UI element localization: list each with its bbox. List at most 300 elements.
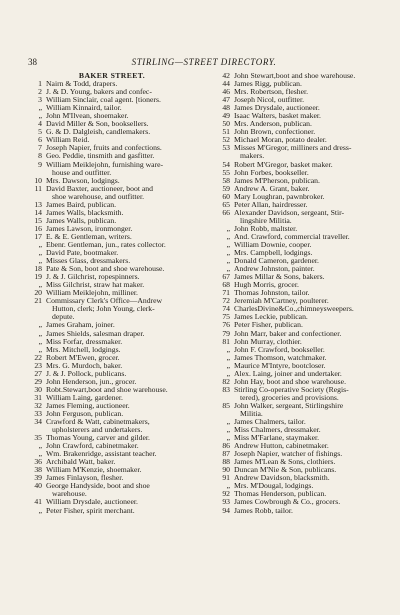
entry-number: „ — [226, 232, 230, 241]
entry-number: 72 — [222, 297, 230, 306]
directory-entry — [212, 177, 384, 185]
directory-entry — [212, 338, 384, 346]
entry-number: 33 — [34, 409, 42, 418]
entry-number: 2 — [38, 88, 42, 97]
directory-entry — [24, 474, 200, 482]
entry-text: Andrew Davidson, blacksmith. — [234, 474, 330, 483]
entry-text: James Shields, salesman draper. — [46, 329, 145, 338]
directory-entry — [24, 104, 200, 112]
entry-text: David Baxter, auctioneer, boot and — [46, 184, 153, 193]
entry-text: Alex. Laing, joiner and undertaker. — [234, 369, 342, 378]
entry-number: 19 — [34, 273, 42, 282]
directory-entry — [24, 161, 200, 169]
entry-number: 86 — [222, 442, 230, 451]
entry-number: 40 — [34, 482, 42, 491]
directory-entry — [24, 386, 200, 394]
entry-text: Archibald Watt, baker. — [46, 458, 116, 467]
entry-number: 9 — [38, 160, 42, 169]
entry-number: 5 — [38, 128, 42, 137]
entry-number: „ — [38, 345, 42, 354]
directory-entry — [24, 354, 200, 362]
directory-entry — [24, 241, 200, 249]
entry-text: John Robb, maltster. — [234, 224, 298, 233]
entry-number: 10 — [34, 176, 42, 185]
entry-number: 15 — [34, 216, 42, 225]
entry-text: Misses M'Gregor, milliners and dress- — [234, 144, 352, 153]
directory-entry — [24, 281, 200, 289]
entry-number: 14 — [34, 208, 42, 217]
entry-number: 42 — [222, 72, 230, 80]
directory-entry — [24, 249, 200, 257]
entry-number: „ — [38, 240, 42, 249]
directory-entry — [212, 346, 384, 354]
entry-text: William Meiklejohn, furnishing ware- — [46, 160, 164, 169]
directory-entry — [212, 225, 384, 233]
entry-text: Mary Loughran, pawnbroker. — [234, 192, 325, 201]
directory-entry — [24, 394, 200, 402]
directory-entry — [24, 370, 200, 378]
entry-text: James Thomson, watchmaker. — [234, 353, 327, 362]
entry-number: „ — [226, 249, 230, 258]
entry-text: Peter Fisher, publican. — [234, 321, 303, 330]
directory-entry — [212, 185, 384, 193]
entry-number: „ — [38, 112, 42, 121]
directory-entry — [24, 257, 200, 265]
entry-text: James Cowbrough & Co., grocers. — [234, 498, 341, 507]
entry-text: upholsterers and undertakers. — [52, 426, 143, 435]
directory-entry — [24, 209, 200, 217]
entry-number: 58 — [222, 176, 230, 185]
directory-entry — [24, 321, 200, 329]
entry-text: David Miller & Son, booksellers. — [46, 120, 149, 129]
entry-number: 93 — [222, 498, 230, 507]
directory-entry — [24, 152, 200, 160]
directory-entry — [212, 72, 384, 80]
entry-number: 4 — [38, 120, 42, 129]
directory-entry — [212, 104, 384, 112]
directory-entry — [24, 466, 200, 474]
entry-number: „ — [226, 265, 230, 274]
directory-entry — [212, 482, 384, 490]
entry-number: 41 — [34, 498, 42, 507]
entry-text: James Drysdale, auctioneer. — [234, 104, 320, 113]
entry-text: John Walker, sergeant, Stirlingshire — [234, 401, 344, 410]
entry-number: 81 — [222, 337, 230, 346]
entry-number: 7 — [38, 144, 42, 153]
running-title: STIRLING—STREET DIRECTORY. — [131, 57, 277, 67]
directory-entry — [24, 144, 200, 152]
directory-entry — [24, 289, 200, 297]
directory-entry — [212, 458, 384, 466]
entry-number: 83 — [222, 385, 230, 394]
entry-text: James Graham, joiner. — [46, 321, 115, 330]
directory-entry — [24, 88, 200, 96]
directory-entry — [24, 410, 200, 418]
entry-number: 32 — [34, 401, 42, 410]
directory-entry — [24, 338, 200, 346]
entry-text: Robt.Stewart,boot and shoe warehouse. — [46, 385, 168, 394]
entry-text: Thomas Young, carver and gilder. — [46, 434, 150, 443]
entry-text: Peter Allan, hairdresser. — [234, 200, 308, 209]
directory-entry — [24, 185, 200, 193]
directory-entry — [24, 418, 200, 426]
directory-entry — [212, 88, 384, 96]
entry-number: 1 — [38, 80, 42, 89]
directory-entry — [212, 257, 384, 265]
page-header — [28, 56, 380, 68]
directory-entry — [212, 386, 384, 394]
directory-entry — [24, 96, 200, 104]
entry-text: John Brown, confectioner. — [234, 128, 316, 137]
entry-number: 17 — [34, 232, 42, 241]
entry-text: Miss Gilchrist, straw hat maker. — [46, 281, 145, 290]
entry-text: Mrs. Campbell, lodgings. — [234, 249, 313, 258]
entry-text: John Murray, clothier. — [234, 337, 302, 346]
entry-text: J. & J. Pollock, publicans. — [46, 369, 127, 378]
entry-number: 22 — [34, 353, 42, 362]
entry-number: 36 — [34, 458, 42, 467]
entry-text: Geo. Peddie, tinsmith and gasfitter. — [46, 152, 155, 161]
entry-number: „ — [226, 426, 230, 435]
entry-text: James Walls, blacksmith. — [46, 208, 124, 217]
directory-entry — [212, 136, 384, 144]
entry-number: 74 — [222, 305, 230, 314]
entry-number: 50 — [222, 120, 230, 129]
entry-number: „ — [226, 418, 230, 427]
entry-number: 11 — [34, 184, 42, 193]
directory-entry — [24, 225, 200, 233]
entry-text: Miss M'Farlane, staymaker. — [234, 434, 320, 443]
entry-text: William Meiklejohn, milliner. — [46, 289, 138, 298]
entry-text: Robert M'Gregor, basket maker. — [234, 160, 333, 169]
directory-entry — [212, 354, 384, 362]
entry-text: Mrs. Anderson, publican. — [234, 120, 312, 129]
directory-entry — [212, 394, 384, 402]
entry-number: 13 — [34, 200, 42, 209]
entry-text: James M'Lean & Sons, clothiers. — [234, 458, 336, 467]
entry-text: G. & D. Dalgleish, candlemakers. — [46, 128, 151, 137]
entry-text: shoe warehouse, and outfitter. — [52, 192, 145, 201]
directory-entry — [212, 193, 384, 201]
entry-text: warehouse. — [52, 490, 87, 499]
entry-text: Hutton, clerk; John Young, clerk- — [52, 305, 155, 314]
street-heading: BAKER STREET. — [78, 71, 146, 80]
directory-entry — [212, 297, 384, 305]
entry-text: James Rigg, publican. — [234, 80, 302, 89]
entry-text: William Drysdale, auctioneer. — [46, 498, 138, 507]
entry-text: house and outfitter. — [52, 168, 112, 177]
directory-entry — [212, 112, 384, 120]
directory-entry — [24, 498, 200, 506]
directory-entry — [212, 362, 384, 370]
entry-text: J. & D. Young, bakers and confec- — [46, 88, 152, 97]
entry-number: 79 — [222, 329, 230, 338]
entry-number: „ — [226, 257, 230, 266]
directory-entry — [212, 265, 384, 273]
page-number: 38 — [28, 57, 37, 67]
directory-entry — [24, 450, 200, 458]
entry-text: Joseph Napier, fruits and confections. — [46, 144, 162, 153]
entry-text: Pate & Son, boot and shoe warehouse. — [46, 265, 165, 274]
entry-text: Thomas Johnston, tailor. — [234, 289, 310, 298]
entry-text: James Walls, publican. — [46, 216, 117, 225]
entry-text: William Reid. — [46, 136, 90, 145]
entry-text: Robert M'Ewen, grocer. — [46, 353, 120, 362]
directory-entry — [24, 233, 200, 241]
entry-number: „ — [226, 240, 230, 249]
directory-entry — [212, 281, 384, 289]
left-column — [24, 72, 200, 515]
directory-entry — [212, 498, 384, 506]
entry-number: „ — [226, 369, 230, 378]
entry-text: Isaac Walters, basket maker. — [234, 112, 321, 121]
entry-text: lingshire Militia. — [240, 216, 292, 225]
directory-entry — [24, 177, 200, 185]
directory-entry — [24, 434, 200, 442]
entry-number: „ — [38, 450, 42, 459]
entry-number: 92 — [222, 490, 230, 499]
entry-text: makers. — [240, 152, 265, 161]
directory-entry — [212, 321, 384, 329]
entry-number: 39 — [34, 474, 42, 483]
directory-entry — [212, 144, 384, 152]
directory-entry — [24, 378, 200, 386]
entry-number: 75 — [222, 313, 230, 322]
entry-number: 3 — [38, 96, 42, 105]
entry-text: James Fleming, auctioneer. — [46, 401, 130, 410]
entry-number: „ — [226, 434, 230, 443]
entry-text: Mrs. Robertson, flesher. — [234, 88, 309, 97]
directory-entry — [212, 249, 384, 257]
directory-entry — [24, 80, 200, 88]
entry-text: Crawford & Watt, cabinetmakers, — [46, 418, 150, 427]
entry-text: E. & E. Gentleman, writers. — [46, 232, 132, 241]
directory-entry — [212, 152, 384, 160]
directory-entry — [24, 265, 200, 273]
entry-text: James M'Pherson, publican. — [234, 176, 320, 185]
entry-text: Peter Fisher, spirit merchant. — [46, 506, 135, 515]
directory-entry — [24, 346, 200, 354]
entry-text: John Crawford, cabinetmaker. — [46, 442, 139, 451]
entry-number: 31 — [34, 393, 42, 402]
entry-text: Duncan M'Nie & Son, publicans. — [234, 466, 337, 475]
entry-text: William Kinnaird, tailor. — [46, 104, 122, 113]
directory-entry — [212, 217, 384, 225]
directory-entry — [212, 161, 384, 169]
entry-number: 6 — [38, 136, 42, 145]
entry-number: 76 — [222, 321, 230, 330]
entry-number: „ — [38, 249, 42, 258]
entry-number: „ — [226, 353, 230, 362]
entry-number: 94 — [222, 506, 230, 515]
entry-number: 51 — [222, 128, 230, 137]
entry-text: John M'Ilvean, shoemaker. — [46, 112, 129, 121]
entry-number: 67 — [222, 273, 230, 282]
entry-text: Donald Cameron, gardener. — [234, 257, 319, 266]
entry-number: 82 — [222, 377, 230, 386]
entry-text: Jeremiah M'Cartney, poulterer. — [234, 297, 329, 306]
directory-entry — [24, 482, 200, 490]
directory-entry — [24, 217, 200, 225]
entry-number: 48 — [222, 104, 230, 113]
entry-text: depute. — [52, 313, 75, 322]
directory-entry — [212, 128, 384, 136]
directory-entry — [24, 169, 200, 177]
entry-text: Nairn & Todd, drapers. — [46, 80, 118, 89]
entry-number: „ — [226, 482, 230, 491]
entry-text: James Robb, tailor. — [234, 506, 293, 515]
entry-text: tered), groceries and provisions. — [240, 393, 339, 402]
entry-text: Stirling Co-operative Society (Regis- — [234, 385, 349, 394]
directory-entry — [212, 410, 384, 418]
directory-entry — [24, 362, 200, 370]
entry-text: And. Crawford, commercial traveller. — [234, 232, 350, 241]
entry-text: William Laing, gardener. — [46, 393, 123, 402]
entry-text: John F. Crawford, bookseller. — [234, 345, 325, 354]
directory-entry — [212, 241, 384, 249]
entry-text: James Baird, publican. — [46, 200, 117, 209]
entry-text: Maurice M'Intyre, bootcloser. — [234, 361, 326, 370]
entry-text: CharlesDivine&Co.,chimneysweepers. — [234, 305, 354, 314]
directory-entry — [212, 169, 384, 177]
entry-number: „ — [38, 329, 42, 338]
entry-number: 47 — [222, 96, 230, 105]
directory-entry — [212, 466, 384, 474]
directory-entry — [212, 289, 384, 297]
entry-text: Hugh Morris, grocer. — [234, 281, 299, 290]
directory-entry — [24, 193, 200, 201]
entry-number: 65 — [222, 200, 230, 209]
directory-entry — [24, 490, 200, 498]
entry-text: Mrs. G. Murdoch, baker. — [46, 361, 123, 370]
directory-entry — [212, 507, 384, 515]
directory-entry — [212, 273, 384, 281]
entry-number: 16 — [34, 224, 42, 233]
directory-entry — [24, 112, 200, 120]
entry-number: „ — [38, 321, 42, 330]
directory-entry — [212, 201, 384, 209]
entry-text: William Sinclair, coal agent. [tioners. — [46, 96, 161, 105]
directory-entry — [212, 450, 384, 458]
entry-text: John Forbes, bookseller. — [234, 168, 309, 177]
entry-number: 38 — [34, 466, 42, 475]
entry-number: „ — [38, 506, 42, 515]
entry-text: John Henderson, jun., grocer. — [46, 377, 137, 386]
entry-number: 54 — [222, 160, 230, 169]
entry-number: 71 — [222, 289, 230, 298]
entry-text: William M'Kenzie, shoemaker. — [46, 466, 142, 475]
entry-number: 90 — [222, 466, 230, 475]
entry-number: 60 — [222, 192, 230, 201]
entry-number: „ — [38, 281, 42, 290]
entry-text: Alexander Davidson, sergeant, Stir- — [234, 208, 345, 217]
entry-text: Mrs. Dawson, lodgings. — [46, 176, 120, 185]
entry-number: „ — [38, 104, 42, 113]
entry-number: 44 — [222, 80, 230, 89]
entry-number: 87 — [222, 450, 230, 459]
directory-entry — [212, 442, 384, 450]
directory-entry — [24, 297, 200, 305]
entry-number: „ — [226, 361, 230, 370]
entry-number: 23 — [34, 361, 42, 370]
directory-entry — [212, 80, 384, 88]
entry-number: 20 — [34, 289, 42, 298]
directory-entry — [212, 370, 384, 378]
entry-number: „ — [226, 224, 230, 233]
entry-text: Andrew A. Grant, baker. — [234, 184, 310, 193]
entry-number: 8 — [38, 152, 42, 161]
directory-entry — [24, 402, 200, 410]
entry-number: 91 — [222, 474, 230, 483]
entry-text: William Downie, cooper. — [234, 240, 312, 249]
directory-entry — [24, 136, 200, 144]
directory-entry — [24, 305, 200, 313]
entry-number: 30 — [34, 385, 42, 394]
entry-text: Misses Glass, dressmakers. — [46, 257, 131, 266]
entry-text: John Stewart,boot and shoe warehouse. — [234, 72, 356, 80]
entry-number: 18 — [34, 265, 42, 274]
entry-text: Joseph Napier, watcher of fishings. — [234, 450, 343, 459]
entry-text: Commissary Clerk's Office—Andrew — [46, 297, 163, 306]
entry-text: Joseph Nicol, outfitter. — [234, 96, 305, 105]
entry-text: James Leckie, publican. — [234, 313, 308, 322]
directory-entry — [212, 330, 384, 338]
directory-entry — [212, 474, 384, 482]
entry-text: John Marr, baker and confectioner. — [234, 329, 342, 338]
entry-text: Militia. — [240, 409, 263, 418]
entry-text: James Chalmers, tailor. — [234, 418, 306, 427]
entry-number: 46 — [222, 88, 230, 97]
entry-number: 21 — [34, 297, 42, 306]
entry-text: Mrs. Mitchell, lodgings. — [46, 345, 121, 354]
entry-number: 55 — [222, 168, 230, 177]
entry-text: Thomas Henderson, publican. — [234, 490, 327, 499]
entry-text: John Ferguson, publican. — [46, 409, 124, 418]
entry-text: Mrs. M'Dougal, lodgings. — [234, 482, 314, 491]
directory-entry — [212, 233, 384, 241]
directory-entry — [212, 434, 384, 442]
entry-number: 68 — [222, 281, 230, 290]
entry-text: James Lawson, ironmonger. — [46, 224, 133, 233]
entry-text: Miss Chalmers, dressmaker. — [234, 426, 321, 435]
entry-number: 34 — [34, 418, 42, 427]
entry-text: James Finlayson, flesher. — [46, 474, 124, 483]
entry-number: 88 — [222, 458, 230, 467]
entry-text: J. & J. Gilchrist, ropespinners. — [46, 273, 140, 282]
directory-entry — [212, 378, 384, 386]
entry-text: Ebenr. Gentleman, jun., rates collector. — [46, 240, 166, 249]
directory-entry — [24, 426, 200, 434]
directory-entry — [24, 201, 200, 209]
directory-entry — [24, 507, 200, 515]
entry-number: „ — [38, 257, 42, 266]
entry-number: „ — [226, 345, 230, 354]
directory-entry — [212, 305, 384, 313]
directory-entry — [24, 313, 200, 321]
directory-entry — [212, 426, 384, 434]
entry-text: David Pate, bootmaker. — [46, 249, 119, 258]
directory-entry — [212, 96, 384, 104]
entry-text: George Handyside, boot and shoe — [46, 482, 150, 491]
directory-entry — [212, 120, 384, 128]
entry-text: John Hay, boot and shoe warehouse. — [234, 377, 347, 386]
directory-entry — [24, 273, 200, 281]
directory-entry — [212, 418, 384, 426]
directory-entry — [24, 442, 200, 450]
entry-text: James Millar & Sons, bakers. — [234, 273, 325, 282]
directory-entry — [24, 120, 200, 128]
entry-number: 52 — [222, 136, 230, 145]
